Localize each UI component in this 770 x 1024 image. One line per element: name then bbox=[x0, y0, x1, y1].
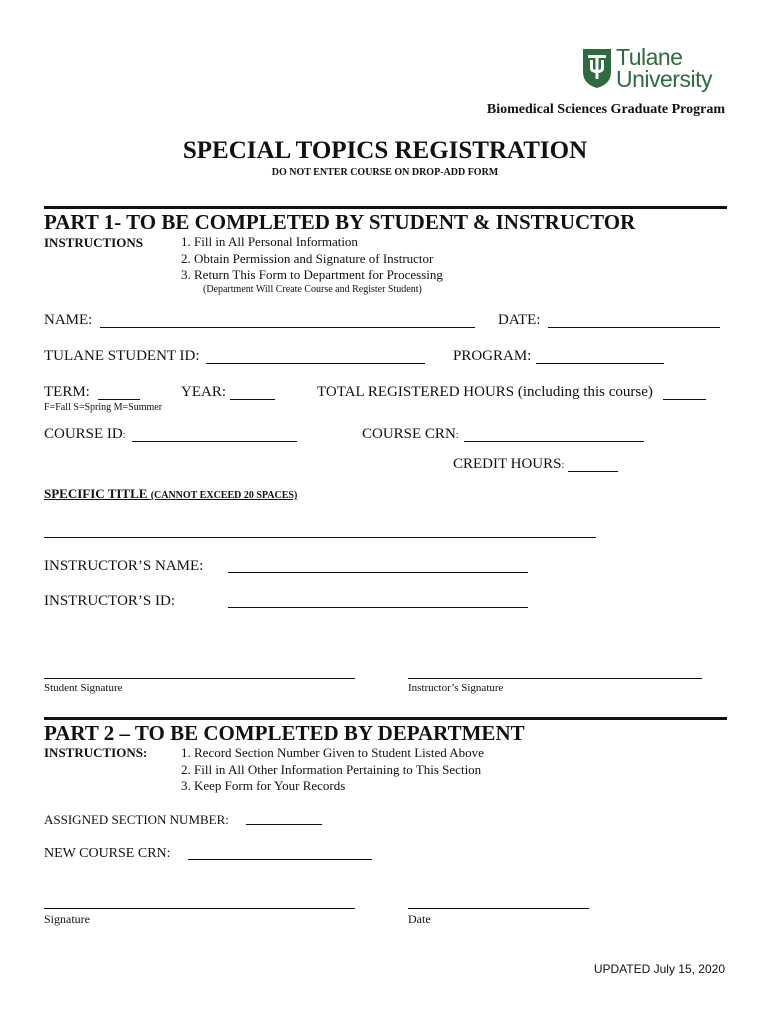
part2-instructions-list bbox=[181, 745, 484, 795]
list-item: 3. Return This Form to Department for Processing bbox=[181, 267, 443, 282]
updated-date: UPDATED July 15, 2020 bbox=[593, 962, 725, 976]
course-crn-field[interactable] bbox=[464, 441, 644, 442]
part1-heading: PART 1- TO BE COMPLETED BY STUDENT & INSTRUCTOR bbox=[44, 210, 636, 234]
logo-wordmark bbox=[616, 46, 712, 90]
logo-line-1: Tulane bbox=[616, 44, 683, 70]
department-signature-label: Signature bbox=[44, 912, 90, 926]
list-item: 1. Fill in All Personal Information bbox=[181, 234, 358, 249]
section-number-field[interactable] bbox=[246, 824, 322, 825]
date-field[interactable] bbox=[548, 327, 720, 328]
tulane-shield-icon bbox=[582, 48, 612, 88]
logo-line-2: University bbox=[616, 66, 712, 92]
name-label: NAME: bbox=[44, 312, 93, 328]
new-crn-field[interactable] bbox=[188, 859, 372, 860]
list-item: 1. Record Section Number Given to Student Listed Above bbox=[181, 745, 484, 760]
total-hours-label: TOTAL REGISTERED HOURS (including this course) bbox=[317, 384, 653, 400]
term-key: F=Fall S=Spring M=Summer bbox=[44, 402, 163, 413]
specific-title-field[interactable] bbox=[44, 537, 596, 538]
part1-note: (Department Will Create Course and Register Student) bbox=[203, 284, 422, 295]
part1-instructions-label: INSTRUCTIONS bbox=[44, 235, 143, 250]
department-date-field[interactable] bbox=[408, 908, 589, 909]
page-subtitle: DO NOT ENTER COURSE ON DROP-ADD FORM bbox=[271, 167, 499, 178]
new-crn-label: NEW COURSE CRN: bbox=[44, 846, 171, 861]
instructor-signature-label: Instructor’s Signature bbox=[408, 682, 504, 694]
department-signature-field[interactable] bbox=[44, 908, 355, 909]
specific-title-label: SPECIFIC TITLE (CANNOT EXCEED 20 SPACES) bbox=[44, 486, 298, 501]
student-signature-field[interactable] bbox=[44, 678, 355, 679]
course-id-field[interactable] bbox=[132, 441, 297, 442]
program-field[interactable] bbox=[536, 363, 664, 364]
course-id-label: COURSE ID: bbox=[44, 426, 126, 442]
instructor-name-label: INSTRUCTOR’S NAME: bbox=[44, 558, 204, 574]
part2-heading: PART 2 – TO BE COMPLETED BY DEPARTMENT bbox=[44, 721, 525, 745]
part1-instructions-list bbox=[181, 234, 443, 284]
date-label: DATE: bbox=[498, 312, 541, 328]
instructor-name-field[interactable] bbox=[228, 572, 528, 573]
program-name: Biomedical Sciences Graduate Program bbox=[486, 102, 725, 117]
year-field[interactable] bbox=[230, 399, 275, 400]
credit-hours-label: CREDIT HOURS: bbox=[453, 456, 565, 472]
name-field[interactable] bbox=[100, 327, 475, 328]
instructor-id-label: INSTRUCTOR’S ID: bbox=[44, 593, 175, 609]
term-label: TERM: bbox=[44, 384, 90, 400]
course-crn-label: COURSE CRN: bbox=[362, 426, 459, 442]
credit-hours-field[interactable] bbox=[568, 471, 618, 472]
department-date-label: Date bbox=[408, 912, 431, 926]
page-title: SPECIAL TOPICS REGISTRATION bbox=[182, 137, 588, 164]
instructor-id-field[interactable] bbox=[228, 607, 528, 608]
list-item: 3. Keep Form for Your Records bbox=[181, 778, 346, 793]
student-id-field[interactable] bbox=[206, 363, 425, 364]
instructor-signature-field[interactable] bbox=[408, 678, 702, 679]
tulane-logo bbox=[582, 46, 730, 98]
list-item: 2. Obtain Permission and Signature of Instructor bbox=[181, 250, 434, 266]
list-item: 2. Fill in All Other Information Pertaining to This Section bbox=[181, 761, 482, 777]
term-field[interactable] bbox=[98, 399, 140, 400]
total-hours-field[interactable] bbox=[663, 399, 706, 400]
student-id-label: TULANE STUDENT ID: bbox=[44, 348, 200, 364]
section-number-label: ASSIGNED SECTION NUMBER: bbox=[44, 812, 229, 827]
part2-instructions-label: INSTRUCTIONS: bbox=[44, 745, 148, 760]
student-signature-label: Student Signature bbox=[44, 682, 123, 694]
program-label: PROGRAM: bbox=[453, 348, 532, 364]
part1-rule bbox=[44, 206, 727, 209]
part2-rule bbox=[44, 717, 727, 720]
year-label: YEAR: bbox=[181, 384, 226, 400]
